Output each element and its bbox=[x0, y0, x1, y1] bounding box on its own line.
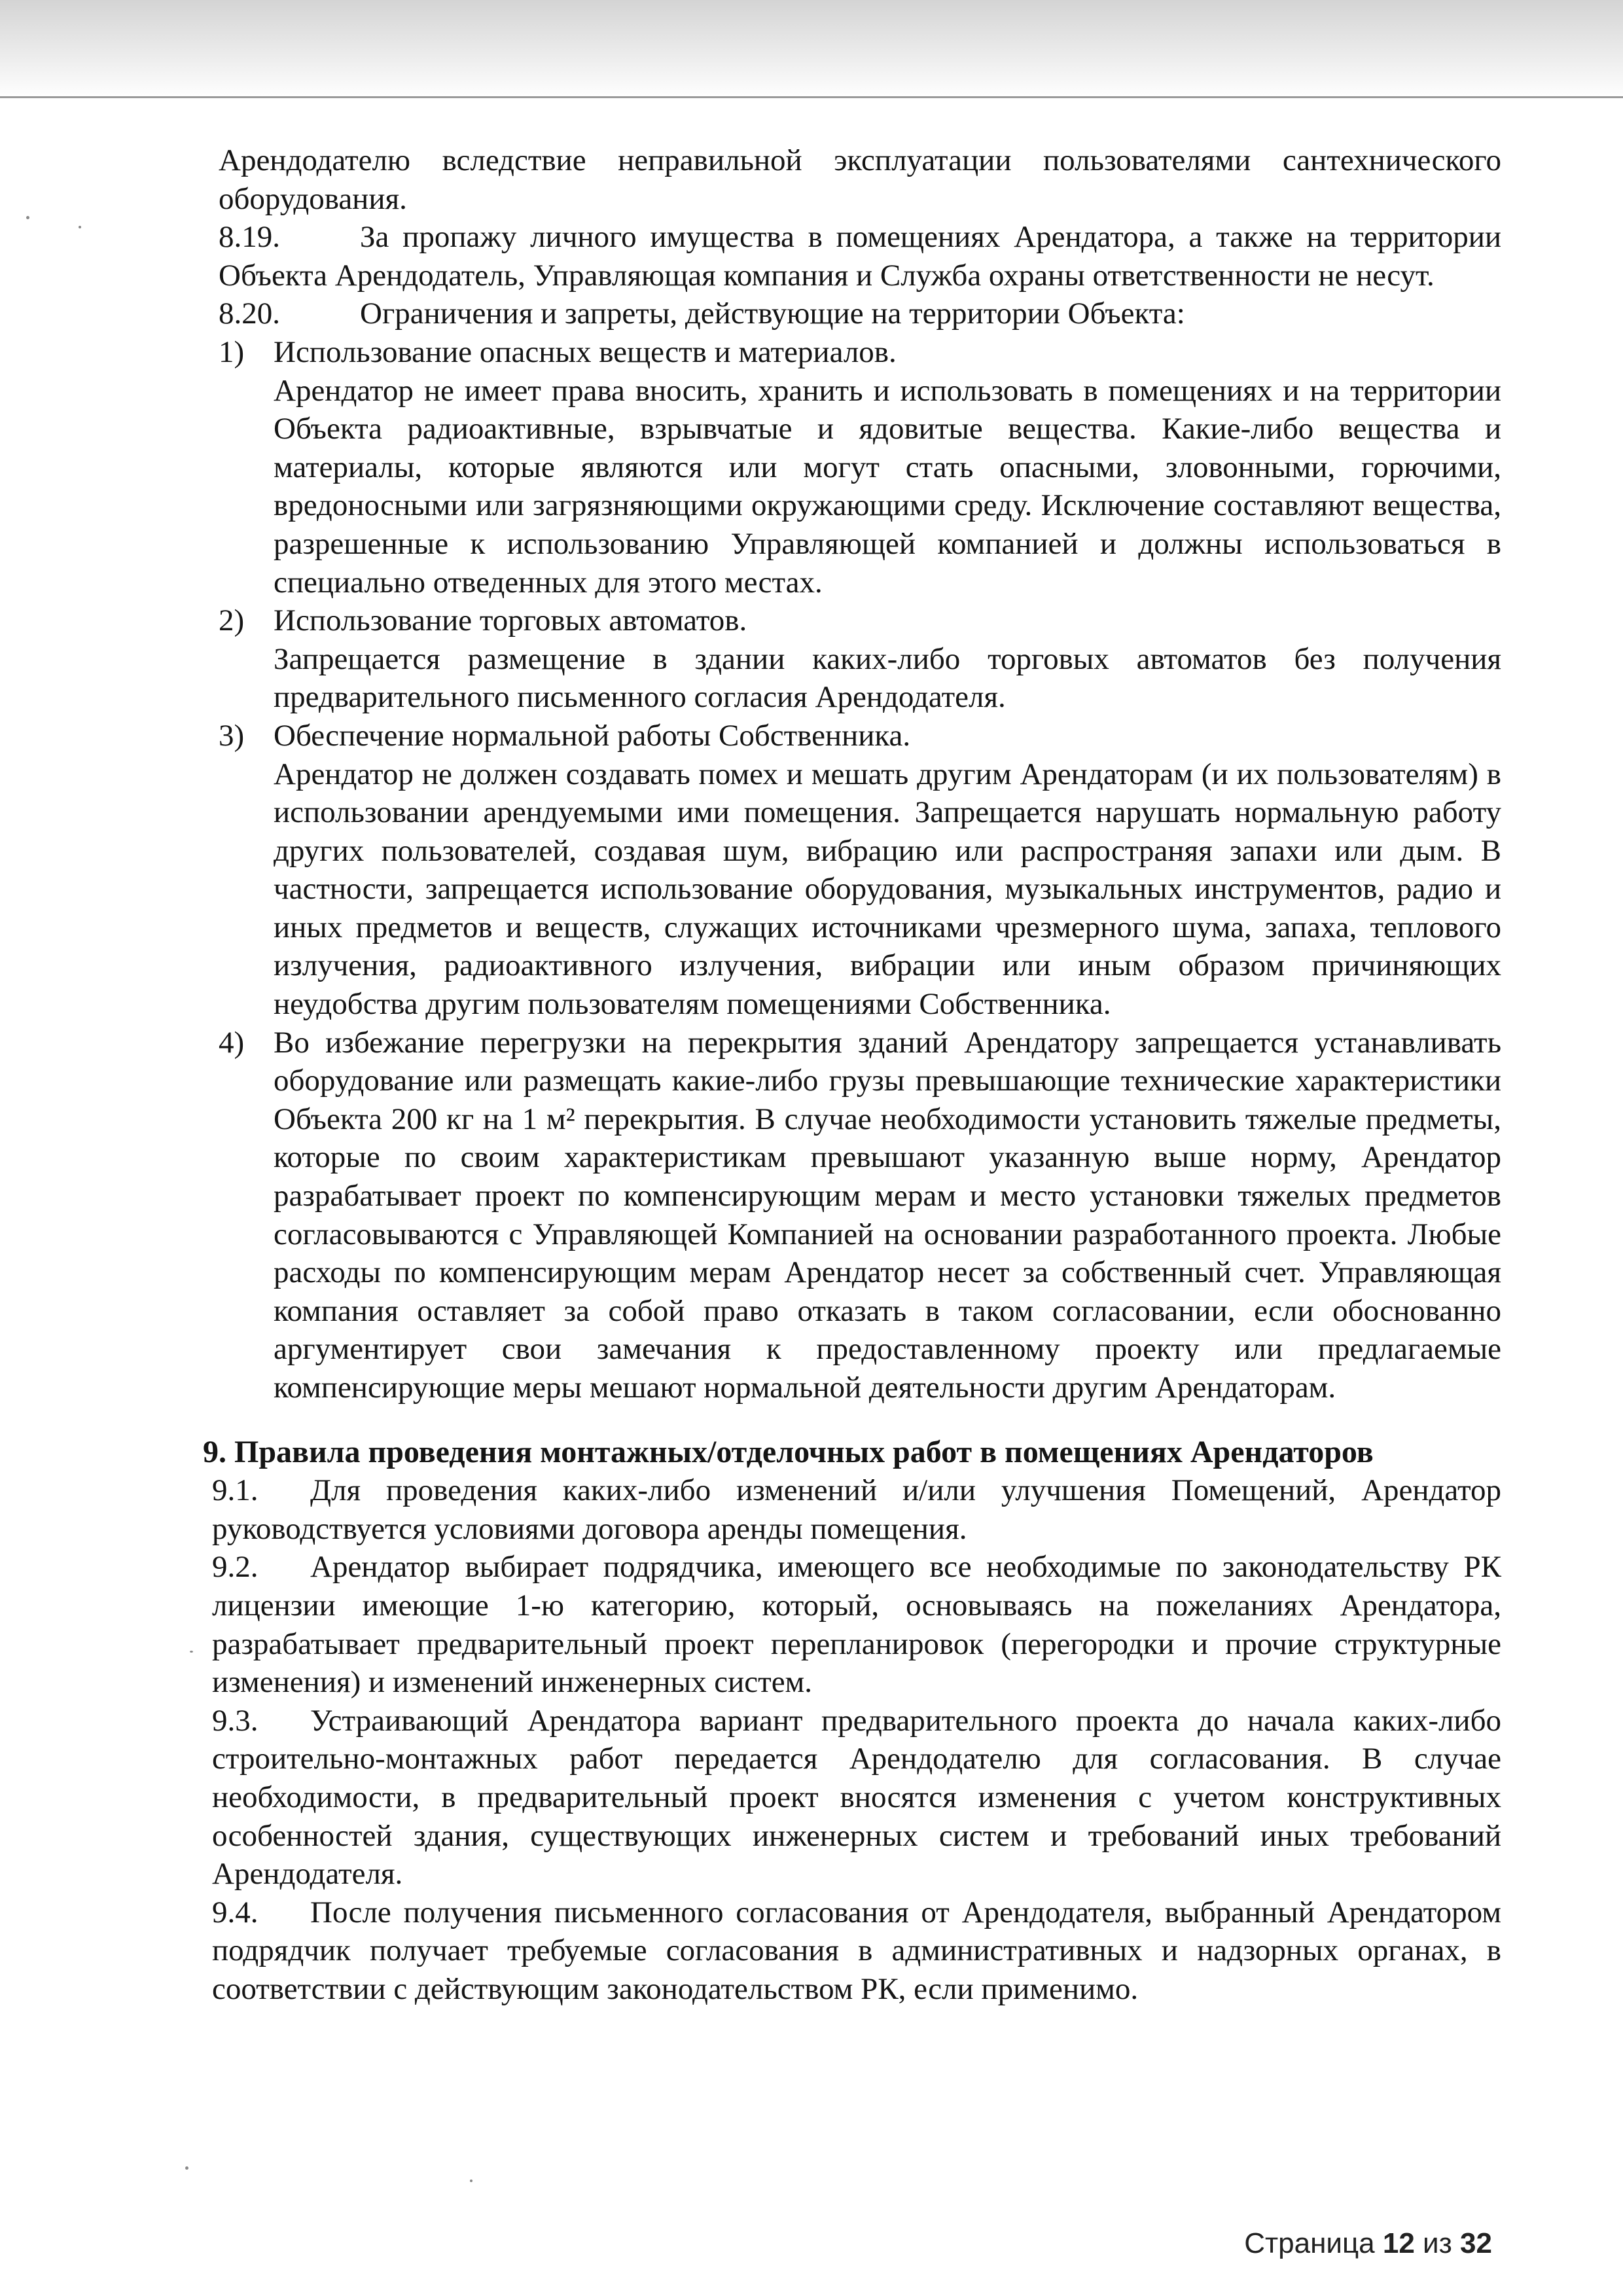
item-title: Использование опасных веществ и материалов. bbox=[274, 334, 897, 369]
section-heading: 9. Правила проведения монтажных/отделочных работ в помещениях Арендаторов bbox=[203, 1434, 1374, 1469]
list-item bbox=[219, 1024, 1501, 1407]
item-number: 4) bbox=[219, 1025, 245, 1060]
page-label: Страница bbox=[1244, 2227, 1375, 2259]
list-item bbox=[219, 601, 1501, 717]
clause-text: Для проведения каких-либо изменений и/или улучшения Помещений, Арендатор руководствуется условиями договора аренды помещения. bbox=[212, 1473, 1501, 1546]
page-of: из bbox=[1423, 2227, 1452, 2259]
clause-9-1 bbox=[212, 1471, 1501, 1548]
scan-speck bbox=[190, 1651, 193, 1653]
item-title: Обеспечение нормальной работы Собственника. bbox=[274, 718, 911, 753]
clause-9-3 bbox=[212, 1702, 1501, 1893]
clause-text: Ограничения и запреты, действующие на территории Объекта: bbox=[360, 296, 1185, 331]
clause-number: 9.2. bbox=[212, 1550, 259, 1585]
clause-number: 9.1. bbox=[212, 1473, 259, 1508]
scan-speck bbox=[79, 226, 81, 228]
clause-8-19 bbox=[219, 218, 1501, 295]
clause-text: Устраивающий Арендатора вариант предварительного проекта до начала каких-либо строительно-монтажных работ передается Арендодателю для согласования. В случае необходимости, в предварительный проект вносятся изменения с учетом конструктивных особенностей здания, существующих инженерных систем и требований иных требований Арендодателя. bbox=[212, 1703, 1501, 1892]
section-9-clauses bbox=[212, 1471, 1501, 2008]
item-title: Использование торговых автоматов. bbox=[274, 603, 747, 638]
clause-9-2 bbox=[212, 1548, 1501, 1701]
item-number: 3) bbox=[219, 718, 245, 753]
document-body bbox=[203, 141, 1501, 2009]
scan-speck bbox=[470, 2179, 473, 2182]
clause-number: 9.3. bbox=[212, 1703, 259, 1738]
clause-9-4 bbox=[212, 1893, 1501, 2009]
list-item bbox=[219, 717, 1501, 1024]
total-pages: 32 bbox=[1460, 2227, 1492, 2259]
scan-speck bbox=[185, 2166, 188, 2170]
clause-number: 8.19. bbox=[219, 220, 280, 255]
scan-shadow bbox=[0, 0, 1623, 98]
clause-text: Арендатор выбирает подрядчика, имеющего все необходимые по законодательству РК лицензии имеющие 1-ю категорию, который, основываясь на пожеланиях Арендатора, разрабатывает предварительный проект перепланировок (перегородки и прочие структурные изменения) и изменений инженерных систем. bbox=[212, 1550, 1501, 1700]
page-number bbox=[1244, 2227, 1492, 2260]
continuation-text: Арендодателю вследствие неправильной эксплуатации пользователями сантехнического оборудования. bbox=[219, 143, 1501, 216]
item-body: Арендатор не имеет права вносить, хранить и использовать в помещениях и на территории Объекта радиоактивные, взрывчатые и ядовитые вещества. Какие-либо вещества и материалы, которые являются или могут стать опасными, зловонными, горючими, вредоносными или загрязняющими окружающими среду. Исключение составляют вещества, разрешенные к использованию Управляющей компанией и должны использоваться в специально отведенных для этого местах. bbox=[274, 373, 1501, 600]
current-page: 12 bbox=[1382, 2227, 1415, 2259]
clause-number: 9.4. bbox=[212, 1895, 259, 1929]
item-body: Во избежание перегрузки на перекрытия зданий Арендатору запрещается устанавливать оборудование или размещать какие-либо грузы превышающие технические характеристики Объекта 200 кг на 1 м² перекрытия. В случае необходимости установить тяжелые предметы, которые по своим характеристикам превышают указанную выше норму, Арендатор разрабатывает проект по компенсирующим мерам и место установки тяжелых предметов согласовываются с Управляющей Компанией на основании разработанного проекта. Любые расходы по компенсирующим мерам Арендатор несет за собственный счет. Управляющая компания оставляет за собой право отказать в таком согласовании, если обоснованно аргументирует свои замечания к предоставленному проекту или предлагаемые компенсирующие меры мешают нормальной деятельности другим Арендаторам. bbox=[274, 1025, 1501, 1405]
clause-text: После получения письменного согласования от Арендодателя, выбранный Арендатором подрядчик получает требуемые согласования в административных и надзорных органах, в соответствии с действующим законодательством РК, если применимо. bbox=[212, 1895, 1501, 2006]
clause-text: За пропажу личного имущества в помещениях Арендатора, а также на территории Объекта Арендодатель, Управляющая компания и Служба охраны ответственности не несут. bbox=[219, 220, 1501, 293]
restrictions-list bbox=[219, 333, 1501, 1407]
item-body: Запрещается размещение в здании каких-либо торговых автоматов без получения предварительного письменного согласия Арендодателя. bbox=[274, 641, 1501, 715]
scan-speck bbox=[26, 216, 29, 219]
clause-8-20 bbox=[219, 295, 1501, 333]
clause-number: 8.20. bbox=[219, 296, 280, 331]
list-item bbox=[219, 333, 1501, 601]
item-body: Арендатор не должен создавать помех и мешать другим Арендаторам (и их пользователям) в использовании арендуемыми ими помещения. Запрещается нарушать нормальную работу других пользователей, создавая шум, вибрацию или распространяя запахи или дым. В частности, запрещается использование оборудования, музыкальных инструментов, радио и иных предметов и веществ, служащих источниками чрезмерного шума, запаха, теплового излучения, радиоактивного излучения, вибрации или иным образом причиняющих неудобства другим пользователям помещениями Собственника. bbox=[274, 757, 1501, 1022]
item-number: 1) bbox=[219, 334, 245, 369]
item-number: 2) bbox=[219, 603, 245, 638]
